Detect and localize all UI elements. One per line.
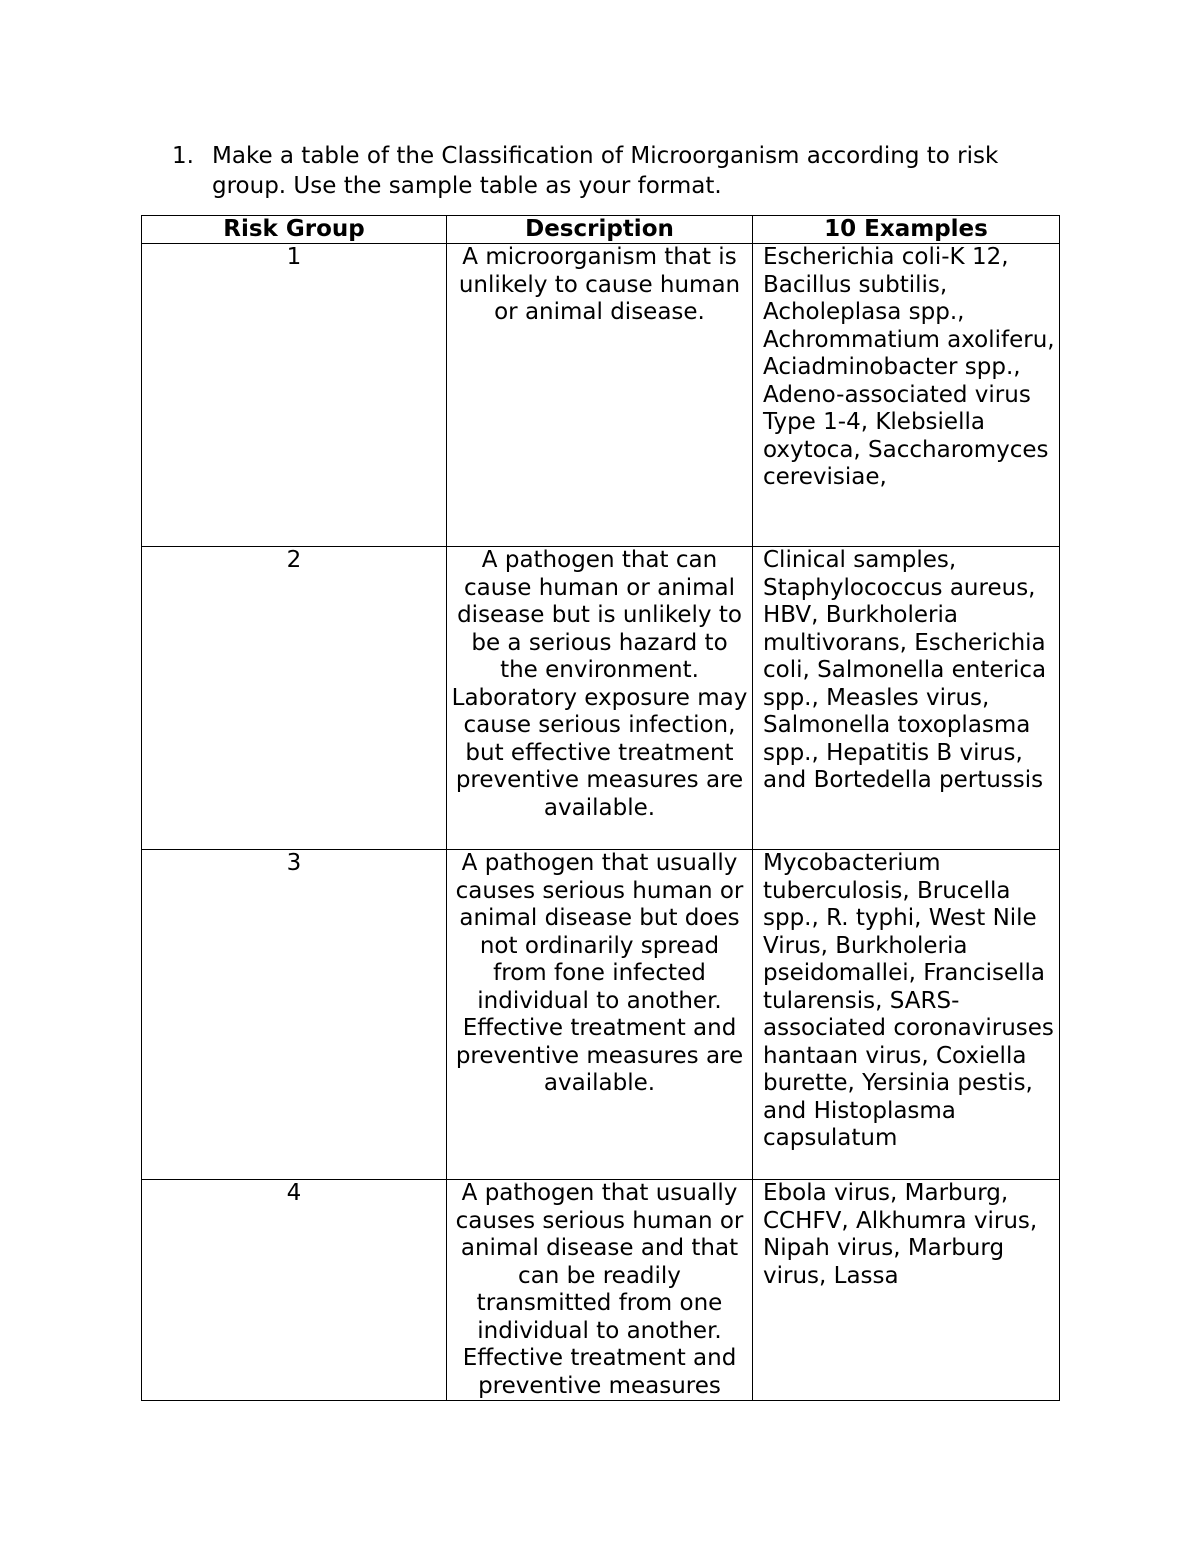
risk-group-cell: 1	[142, 244, 447, 547]
risk-group-cell: 3	[142, 850, 447, 1180]
header-description: Description	[447, 216, 753, 244]
examples-cell: Escherichia coli-K 12, Bacillus subtilis, Acholeplasa spp., Achrommatium axoliferu, Aciadminobacter spp., Adeno-associated virus Type 1-4, Klebsiella oxytoca, Saccharomyces cerevisiae,	[753, 244, 1060, 547]
table-row	[142, 850, 1060, 1180]
description-cell: A microorganism that is unlikely to cause human or animal disease.	[447, 244, 753, 547]
table-row	[142, 1180, 1060, 1401]
examples-cell: Mycobacterium tuberculosis, Brucella spp., R. typhi, West Nile Virus, Burkholeria pseidomallei, Francisella tularensis, SARS-associated coronaviruses hantaan virus, Coxiella burette, Yersinia pestis, and Histoplasma capsulatum	[753, 850, 1060, 1180]
header-risk-group: Risk Group	[142, 216, 447, 244]
examples-cell: Clinical samples, Staphylococcus aureus, HBV, Burkholeria multivorans, Escherichia coli, Salmonella enterica spp., Measles virus, Salmonella toxoplasma spp., Hepatitis B virus, and Bortedella pertussis	[753, 547, 1060, 850]
examples-cell: Ebola virus, Marburg, CCHFV, Alkhumra virus, Nipah virus, Marburg virus, Lassa	[753, 1180, 1060, 1401]
question-item	[172, 141, 1052, 201]
risk-group-cell: 4	[142, 1180, 447, 1401]
table-row	[142, 547, 1060, 850]
question-number: 1.	[172, 143, 194, 169]
risk-group-cell: 2	[142, 547, 447, 850]
table-row	[142, 244, 1060, 547]
header-examples: 10 Examples	[753, 216, 1060, 244]
table-header-row	[142, 216, 1060, 244]
description-cell: A pathogen that can cause human or animal disease but is unlikely to be a serious hazard to the environment. Laboratory exposure may cause serious infection, but effective treatment preventive measures are available.	[447, 547, 753, 850]
risk-group-table	[141, 215, 1060, 1401]
description-cell: A pathogen that usually causes serious human or animal disease and that can be readily transmitted from one individual to another. Effective treatment and preventive measures	[447, 1180, 753, 1401]
description-cell: A pathogen that usually causes serious human or animal disease but does not ordinarily spread from fone infected individual to another. Effective treatment and preventive measures are available.	[447, 850, 753, 1180]
question-text: Make a table of the Classification of Microorganism according to risk group. Use the sample table as your format.	[212, 143, 999, 199]
